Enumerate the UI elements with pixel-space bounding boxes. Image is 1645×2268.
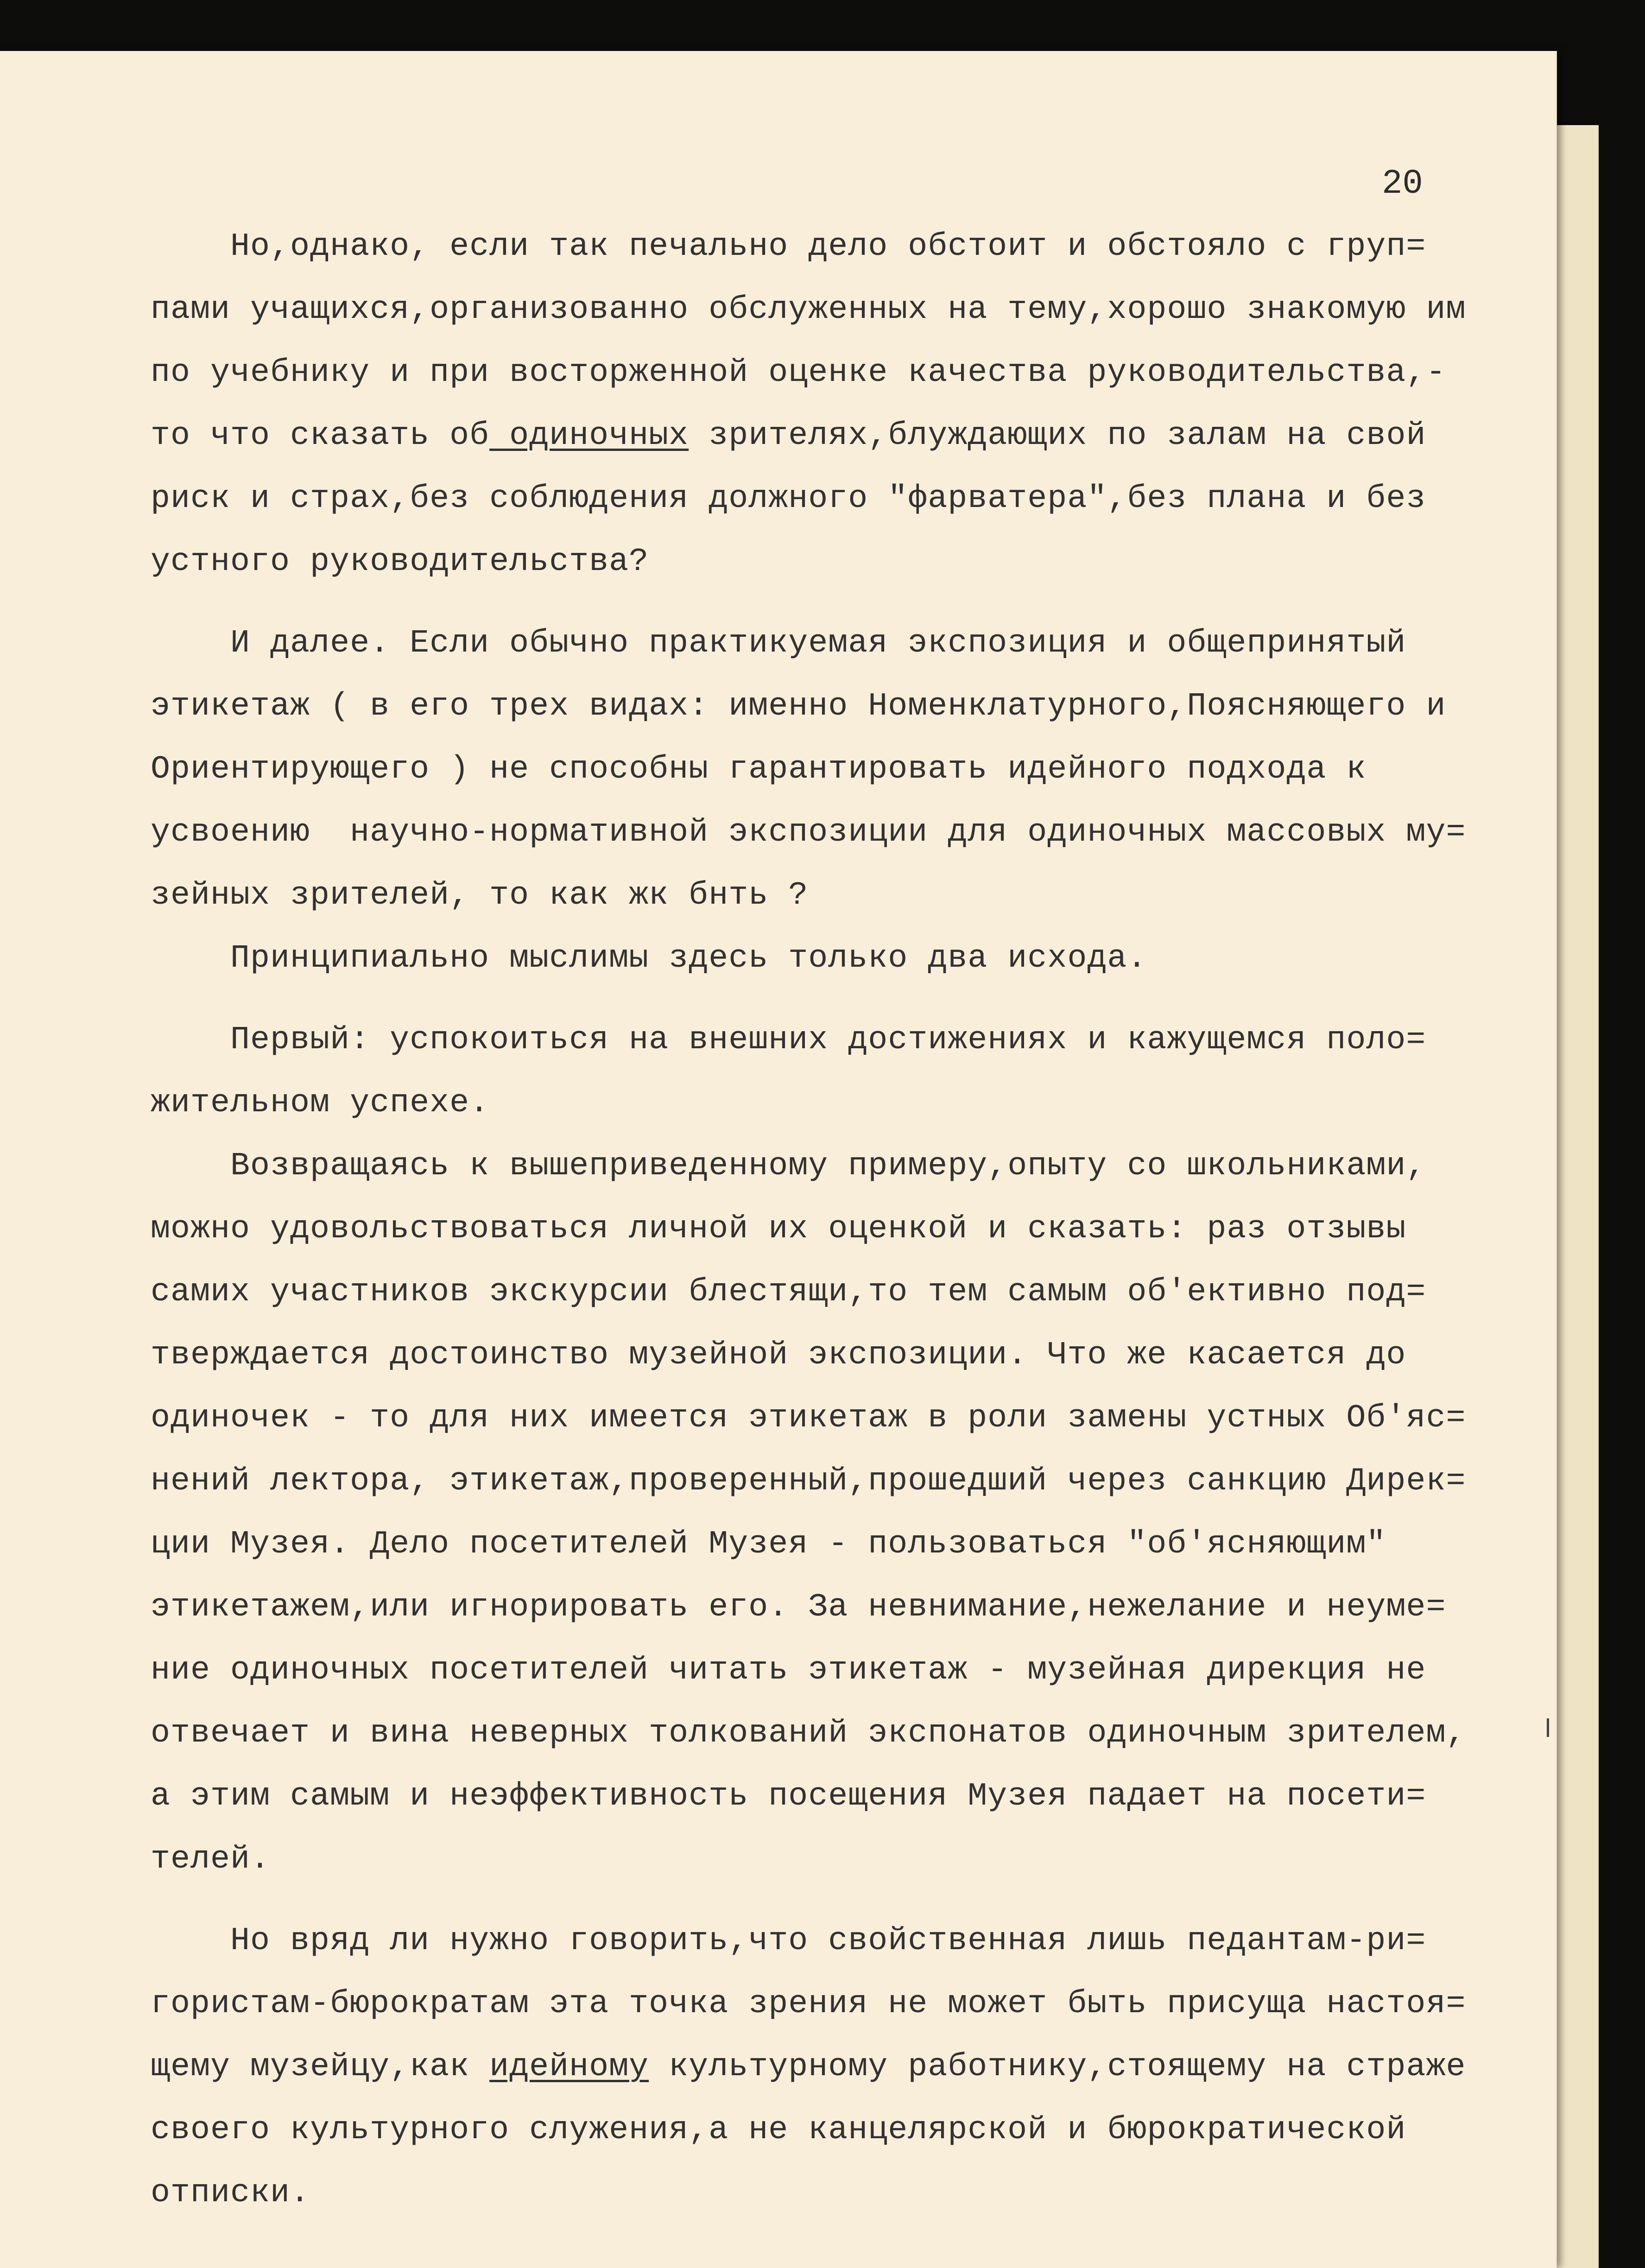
text-segment: зрителях,блуждающих по залам на свой [689, 418, 1426, 454]
typewritten-page [0, 51, 1557, 2268]
text-line: усвоению научно-нормативной экспозиции для одиночных массовых му= [151, 814, 1466, 851]
text-line: можно удовольствоваться личной их оценкой и сказать: раз отзывы [151, 1211, 1406, 1248]
text-segment: щему музейцу,как [151, 2049, 490, 2085]
text-line: тверждается достоинство музейной экспозиции. Что же касается до [151, 1337, 1406, 1374]
text-line: этикетажем,или игнорировать его. За невнимание,нежелание и неуме= [151, 1589, 1446, 1626]
text-line: гористам-бюрократам эта точка зрения не может быть присуща настоя= [151, 1986, 1466, 2022]
page-body [151, 215, 1504, 2225]
text-line [151, 405, 1504, 468]
text-segment: то что сказать об [151, 418, 490, 454]
text-line: отписки. [151, 2175, 310, 2211]
text-line: Принципиально мыслимы здесь только два исхода. [151, 940, 1147, 977]
underlined-word: одиночных [489, 418, 689, 454]
text-segment: культурному работнику,стоящему на страже [649, 2049, 1466, 2085]
text-line: зейных зрителей, то как жк бнть ? [151, 877, 809, 914]
text-line: Ориентирующего ) не способны гарантировать идейного подхода к [151, 751, 1367, 788]
text-line: одиночек - то для них имеется этикетаж в роли замены устных Об'яс= [151, 1400, 1466, 1437]
text-line: Первый: успокоиться на внешних достижениях и кажущемся поло= [151, 1022, 1426, 1058]
text-line: устного руководительства? [151, 544, 649, 580]
text-line: нений лектора, этикетаж,проверенный,прошедший через санкцию Дирек= [151, 1463, 1466, 1500]
text-line: ции Музея. Дело посетителей Музея - пользоваться "об'ясняющим" [151, 1526, 1386, 1563]
text-line: Но,однако, если так печально дело обстоит и обстояло с груп= [151, 228, 1426, 265]
text-line: Возвращаясь к вышеприведенному примеру,опыту со школьниками, [151, 1148, 1426, 1185]
text-line: своего культурного служения,а не канцелярской и бюрократической [151, 2112, 1406, 2148]
text-line: И далее. Если обычно практикуемая экспозиция и общепринятый [151, 625, 1406, 662]
page-number: 20 [1382, 165, 1423, 203]
text-line [151, 2036, 1504, 2099]
text-line: самих участников экскурсии блестящи,то тем самым об'ективно под= [151, 1274, 1426, 1311]
margin-mark [1547, 1718, 1549, 1737]
text-line: жительном успехе. [151, 1085, 490, 1121]
text-line: телей. [151, 1841, 271, 1878]
text-line: по учебнику и при восторженной оценке качества руководительства,- [151, 355, 1446, 391]
underlined-word: идейному [489, 2049, 649, 2085]
text-line: риск и страх,без соблюдения должного "фарватера",без плана и без [151, 481, 1426, 517]
text-line: Но вряд ли нужно говорить,что свойственная лишь педантам-ри= [151, 1923, 1426, 1959]
text-line: ние одиночных посетителей читать этикетаж - музейная дирекция не [151, 1652, 1426, 1689]
text-line: пами учащихся,организованно обслуженных на тему,хорошо знакомую им [151, 291, 1466, 328]
text-line: этикетаж ( в его трех видах: именно Номенклатурного,Поясняющего и [151, 688, 1446, 725]
text-line: а этим самым и неэффективность посещения Музея падает на посети= [151, 1778, 1426, 1815]
text-line: отвечает и вина неверных толкований экспонатов одиночным зрителем, [151, 1715, 1466, 1752]
